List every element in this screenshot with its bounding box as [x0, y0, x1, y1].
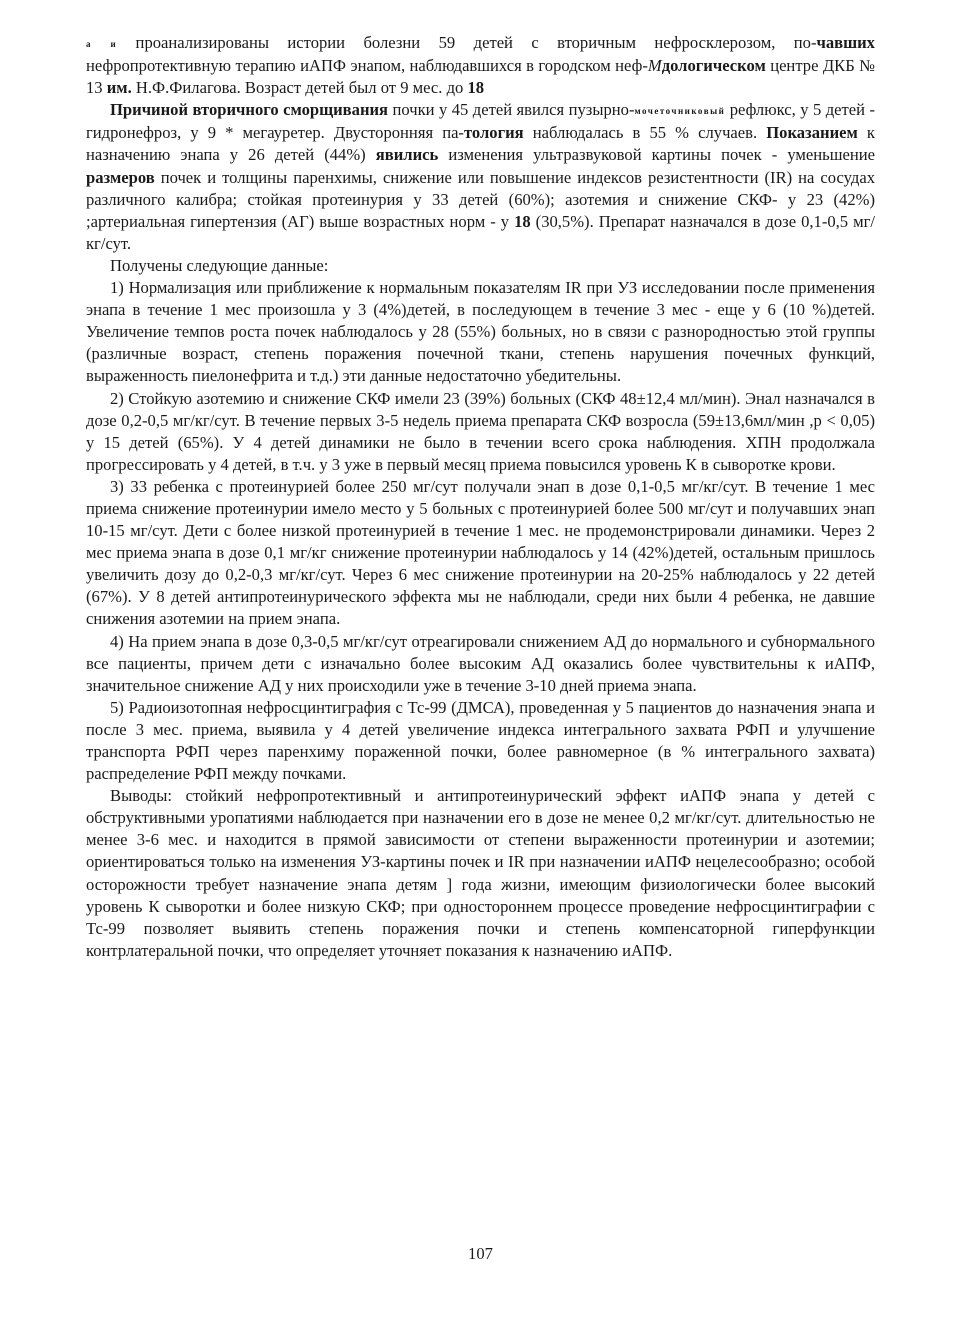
text-run: наблюдалась в 55 % случаев. — [523, 123, 767, 143]
paragraph — [86, 697, 875, 785]
text-run: рефлюкс, у 5 детей - гидронефроз, у 9 * мегауретер. Двусторонняя па- — [86, 100, 875, 143]
text-run: (30,5%). Препарат назначался в дозе 0,1-0,5 мг/кг/сут. — [86, 211, 875, 253]
text-run: 5) Радиоизотопная нефросцинтиграфия с Тс-99 (ДМСА), проведенная у 5 пациентов до назначения энапа и после 3 мес. приема, выявила у 4 детей увеличение индекса интегрального захвата РФП и улучшение транспорта РФП через паренхиму пораженной почки, более равномерное (в % интегрального захвата) распределение РФП между почками. — [86, 697, 875, 784]
text-run-bold: Причиной вторичного сморщивания — [110, 100, 389, 120]
text-run: изменения ультразвуковой картины почек - уменьшение — [438, 145, 875, 165]
text-run-bold: 18 — [514, 211, 531, 231]
text-run-bold: тология — [463, 123, 524, 143]
paragraph — [86, 631, 875, 697]
text-run-bold: дологическом — [661, 56, 766, 76]
text-run: 1) Нормализация или приближение к нормальным показателям IR при УЗ исследовании после применения энапа в течение 1 мес произошла у 3 (4%)детей, в последующем в течение 3 мес - еще у 6 (10 %)детей. Увеличение темпов роста почек наблюдалось у 28 (55%) больных, но в связи с разнородностью этой группы (различные возраст, степень поражения почечной ткани, степень нарушения почечных функций, выраженность пиелонефрита и т.д.) эти данные недостаточно убедительны. — [86, 278, 875, 386]
paragraph — [86, 277, 875, 387]
paragraph — [86, 255, 875, 277]
text-run-bold: 18 — [467, 78, 485, 98]
text-run-bold: размеров — [86, 167, 155, 187]
paragraph — [86, 99, 875, 255]
text-run: почек и толщины паренхимы, снижение или повышение индексов резистентности (IR) на сосудах различного калибра; стойкая протеинурия у 33 детей (60%); азотемия и снижение СКФ- у 23 (42%) ;артериальная гипертензия (АГ) выше возрастных норм - у — [86, 167, 875, 231]
text-run-bold: Показанием — [766, 123, 858, 143]
paragraph — [86, 388, 875, 476]
text-run: центре ДКБ № 13 — [86, 56, 875, 98]
text-run-bold: им. — [106, 78, 132, 98]
text-run: 4) На прием энапа в дозе 0,3-0,5 мг/кг/сут отреагировали снижением АД до нормального и субнормального все пациенты, причем дети с изначально более высоким АД оказались более чувствительны к иАПФ, значительное снижение АД у них происходили уже в течение 3-10 дней приема энапа. — [86, 631, 875, 695]
text-run-small: а — [86, 39, 92, 49]
text-run — [92, 33, 110, 52]
text-run: Получены следующие данные: — [110, 255, 329, 275]
text-run-bold: чавших — [816, 33, 875, 52]
text-run-small: мочеточниковый — [634, 106, 726, 117]
text-run-bold: явились — [375, 145, 439, 165]
text-run-small: и — [110, 39, 118, 49]
paragraph — [86, 785, 875, 962]
page-number: 107 — [468, 1244, 493, 1263]
text-run: 3) 33 ребенка с протеинурией более 250 мг/сут получали энап в дозе 0,1-0,5 мг/кг/сут. В течение 1 мес приема снижение протеинурии имело место у 5 больных с протеинурией более 500 мг/сут и получавших энап 10-15 мг/сут. Дети с более низкой протеинурией в течение 1 мес. не продемонстрировали динамики. Через 2 мес приема энапа в дозе 0,1 мг/кг снижение протеинурии наблюдалось у 14 (42%)детей, остальным пришлось увеличить дозу до 0,2-0,3 мг/кг/сут. Через 6 мес снижение протеинурии на 20-25% наблюдалось у 22 детей (67%). У 8 детей антипротеинурического эффекта мы не наблюдали, среди них были 4 ребенка, не давшие снижения азотемии на прием энапа. — [86, 476, 875, 629]
text-run: Выводы: стойкий нефропротективный и антипротеинурический эффект иАПФ энапа у детей с обструктивными уропатиями наблюдается при назначении его в дозе не менее 0,2 мг/кг/сут. длительностью не менее 3-6 мес. и находится в прямой зависимости от степени выраженности протеинурии и азотемии; ориентироваться только на изменения УЗ-картины почек и IR при назначении иАПФ нецелесообразно; особой осторожности требует назначение энапа детям ] года жизни, имеющим физиологически более высокий уровень К сыворотки и более низкую СКФ; при одностороннем процессе проведение нефросцинтиграфии с Тс-99 позволяет выявить степень поражения почки и степень компенсаторной гиперфункции контрлатеральной почки, что определяет уточняет показания к назначению иАПФ. — [86, 786, 875, 960]
text-run-italic: М — [647, 56, 662, 76]
paragraph — [86, 32, 875, 99]
document-body — [86, 32, 875, 962]
text-run: проанализированы истории болезни 59 детей с вторичным нефросклерозом, по- — [117, 33, 817, 52]
paragraph — [86, 476, 875, 631]
text-run: 2) Стойкую азотемию и снижение СКФ имели 23 (39%) больных (СКФ 48±12,4 мл/мин). Энал назначался в дозе 0,2-0,5 мг/кг/сут. В течение первых 3-5 недель приема препарата СКФ возросла (59±13,6мл/мин ,р < 0,05) у 15 детей (65%). У 4 детей динамики не было в течении всего срока наблюдения. ХПН продолжала прогрессировать у 4 детей, в т.ч. у 3 уже в первый месяц приема повысился уровень К в сыворотке крови. — [86, 388, 875, 474]
text-run: Н.Ф.Филагова. Возраст детей был от 9 мес. до — [131, 78, 468, 98]
text-run: почки у 45 детей явился пузырно- — [388, 100, 635, 120]
text-run: нефропротективную терапию иАПФ энапом, наблюдавшихся в городском неф- — [86, 56, 648, 76]
text-run: к назначению энапа у 26 детей (44%) — [86, 123, 875, 165]
